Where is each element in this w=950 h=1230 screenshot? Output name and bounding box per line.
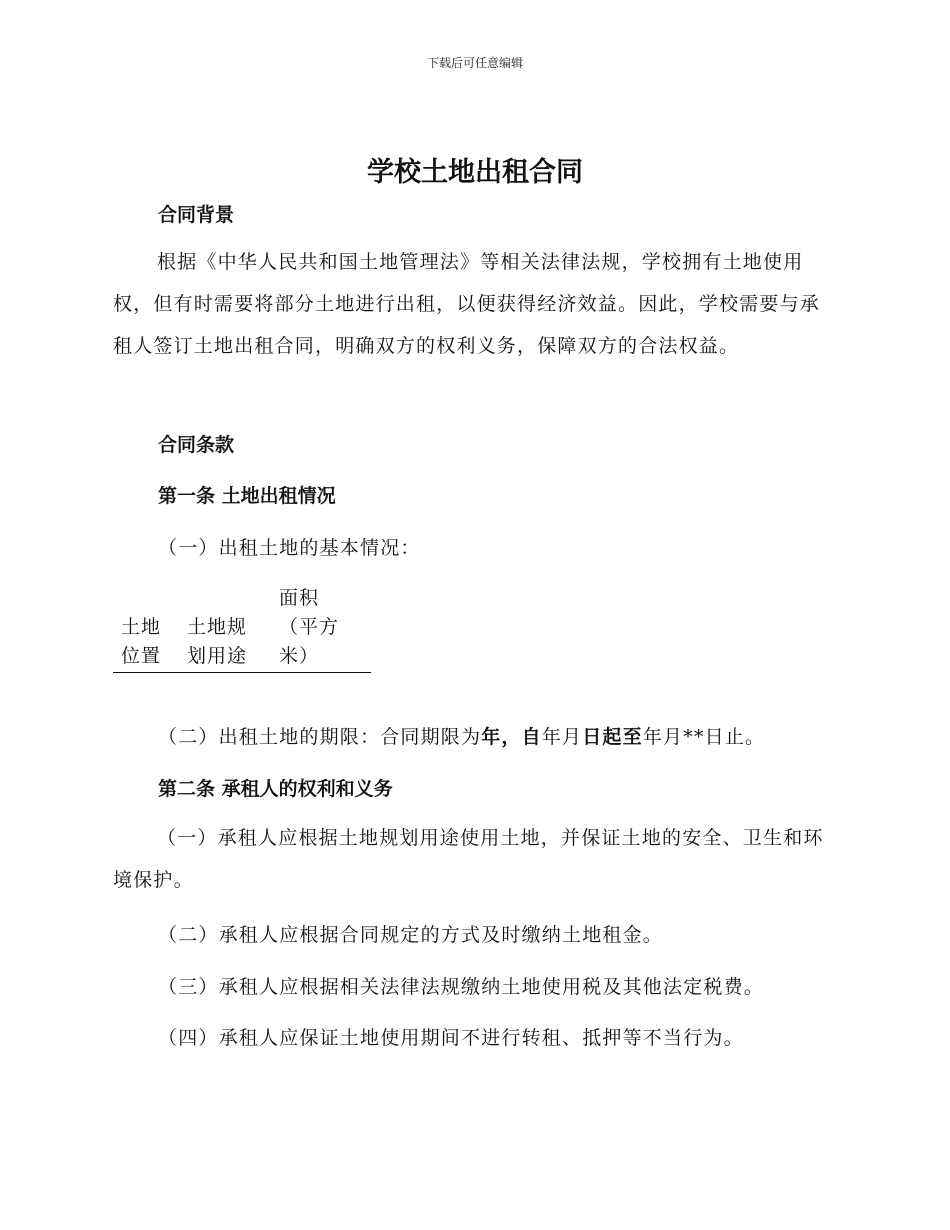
header-note: 下载后可任意编辑: [426, 56, 523, 70]
heading-article-1: 第一条 土地出租情况: [158, 485, 336, 507]
term-text-5: 年月**日止。: [642, 726, 766, 748]
land-info-table: [113, 584, 371, 673]
article-1-item-1: （一）出租土地的基本情况：: [158, 537, 421, 559]
term-text-2: 年，自: [481, 726, 542, 748]
paragraph-background: 根据《中华人民共和国土地管理法》等相关法律法规，学校拥有土地使用权，但有时需要将部分土地进行出租，以便获得经济效益。因此，学校需要与承租人签订土地出租合同，明确双方的权利义务，保障双方的合法权益。: [113, 251, 821, 357]
article-2-item-2: （二）承租人应根据合同规定的方式及时缴纳土地租金。: [158, 924, 664, 946]
heading-article-2: 第二条 承租人的权利和义务: [158, 778, 393, 800]
heading-background: 合同背景: [158, 204, 235, 226]
term-text-3: 年月: [541, 726, 583, 748]
document-title: 学校土地出租合同: [367, 157, 583, 188]
article-2-item-4: （四）承租人应保证土地使用期间不进行转租、抵押等不当行为。: [158, 1027, 744, 1049]
term-text-1: （二）出租土地的期限：合同期限为: [158, 726, 482, 748]
table-header-usage: 土地规 划用途: [187, 616, 248, 667]
article-2-item-3: （三）承租人应根据相关法律法规缴纳土地使用税及其他法定税费。: [158, 976, 765, 998]
table-header-area: 面积 （平方 米）: [279, 587, 340, 667]
article-1-item-2: [158, 722, 765, 749]
term-text-4: 日起至: [582, 726, 643, 748]
heading-terms: 合同条款: [158, 434, 235, 456]
table-header-location: 土地 位置: [121, 616, 162, 667]
article-2-item-1: （一）承租人应根据土地规划用途使用土地，并保证土地的安全、卫生和环境保护。: [113, 827, 824, 891]
